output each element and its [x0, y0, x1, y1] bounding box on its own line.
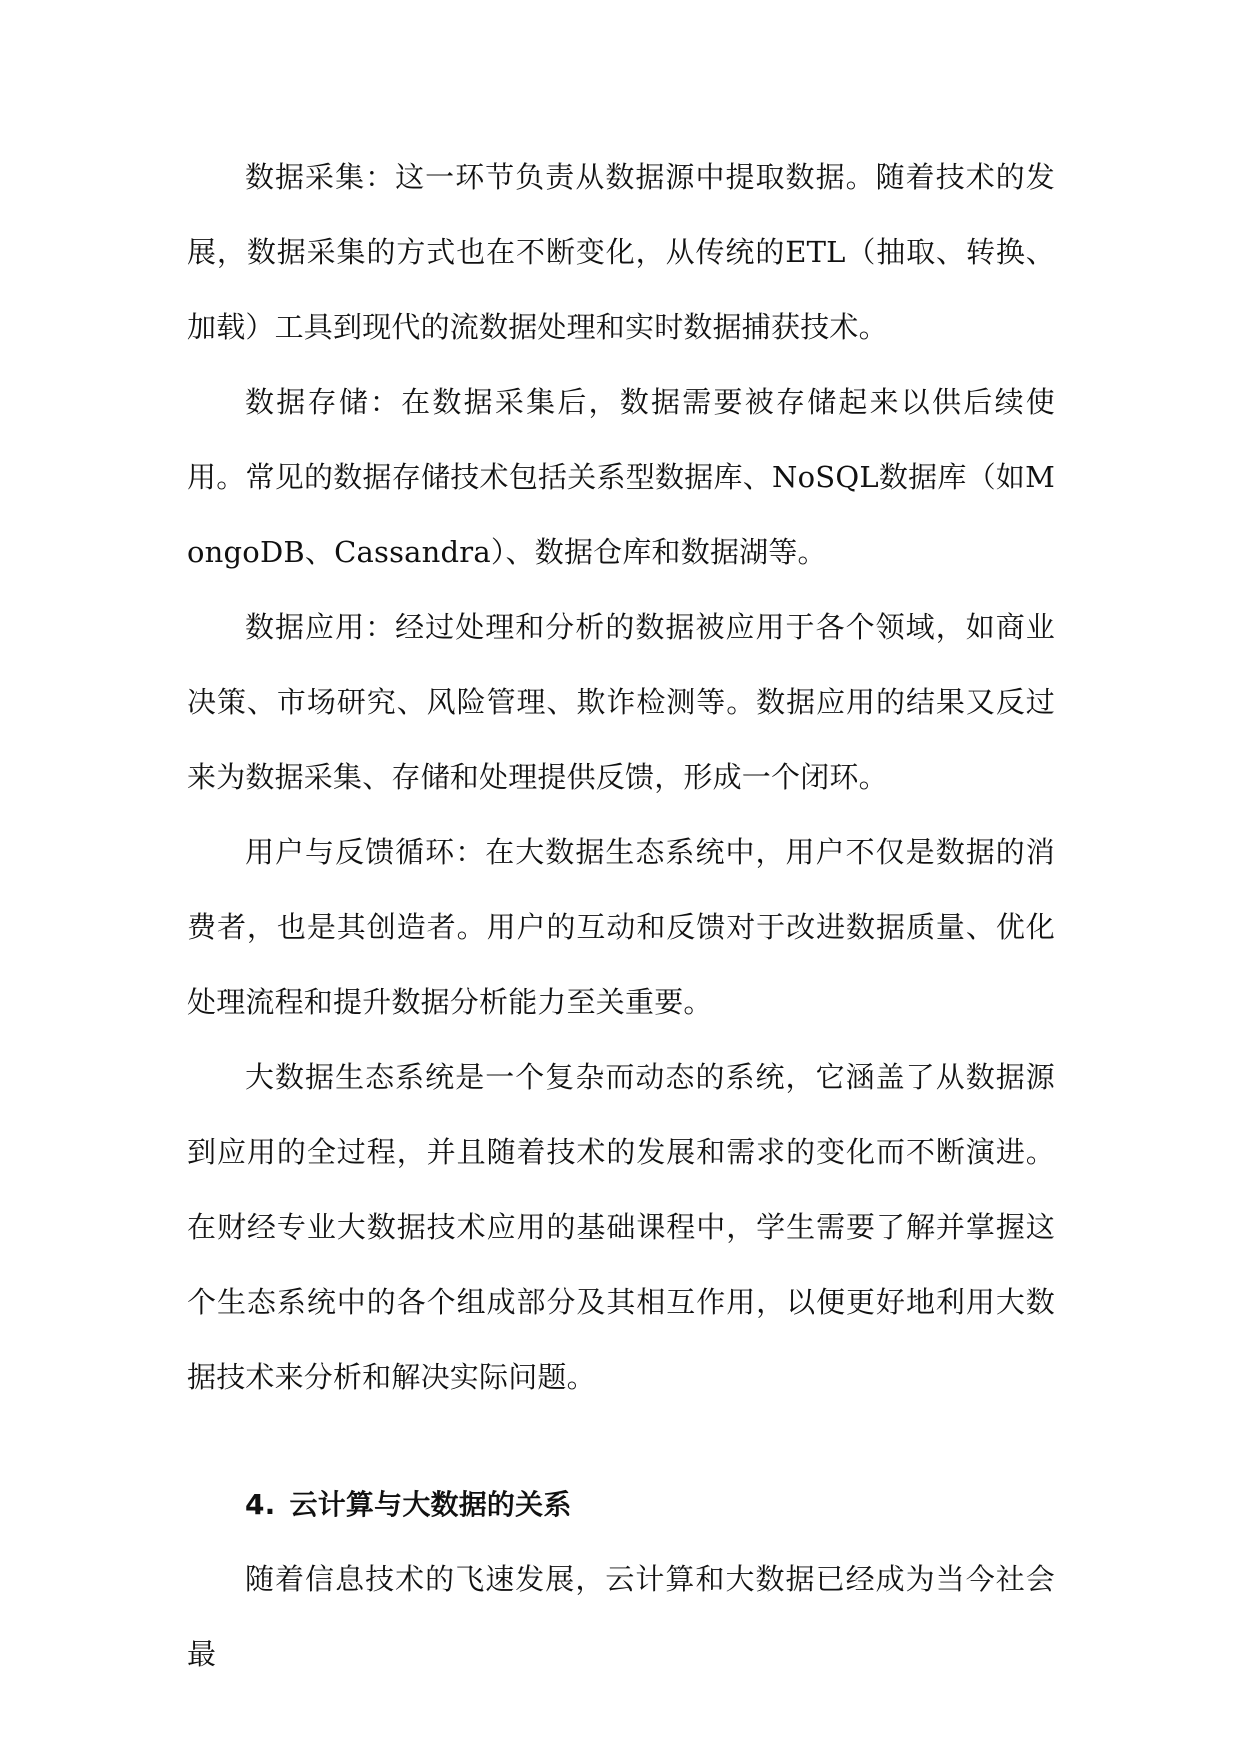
paragraph-closing: 随着信息技术的飞速发展，云计算和大数据已经成为当今社会最 [187, 1562, 1055, 1671]
section-title: 云计算与大数据的关系 [289, 1488, 572, 1521]
paragraph-data-storage: 数据存储：在数据采集后，数据需要被存储起来以供后续使用。常见的数据存储技术包括关系型数据库、NoSQL数据库（如MongoDB、Cassandra）、数据仓库和数据湖等。 [187, 385, 1055, 569]
document-body [187, 140, 1055, 1692]
paragraph-ecosystem-summary: 大数据生态系统是一个复杂而动态的系统，它涵盖了从数据源到应用的全过程，并且随着技术的发展和需求的变化而不断演进。在财经专业大数据技术应用的基础课程中，学生需要了解并掌握这个生态系统中的各个组成部分及其相互作用，以便更好地利用大数据技术来分析和解决实际问题。 [187, 1060, 1055, 1394]
paragraph-user-feedback-loop: 用户与反馈循环：在大数据生态系统中，用户不仅是数据的消费者，也是其创造者。用户的互动和反馈对于改进数据质量、优化处理流程和提升数据分析能力至关重要。 [187, 835, 1055, 1019]
section-number: 4. [245, 1488, 276, 1521]
paragraph-data-application: 数据应用：经过处理和分析的数据被应用于各个领域，如商业决策、市场研究、风险管理、欺诈检测等。数据应用的结果又反过来为数据采集、存储和处理提供反馈，形成一个闭环。 [187, 610, 1055, 794]
paragraph-data-collection: 数据采集：这一环节负责从数据源中提取数据。随着技术的发展，数据采集的方式也在不断变化，从传统的ETL（抽取、转换、加载）工具到现代的流数据处理和实时数据捕获技术。 [187, 160, 1055, 344]
section-heading [187, 1467, 1055, 1542]
